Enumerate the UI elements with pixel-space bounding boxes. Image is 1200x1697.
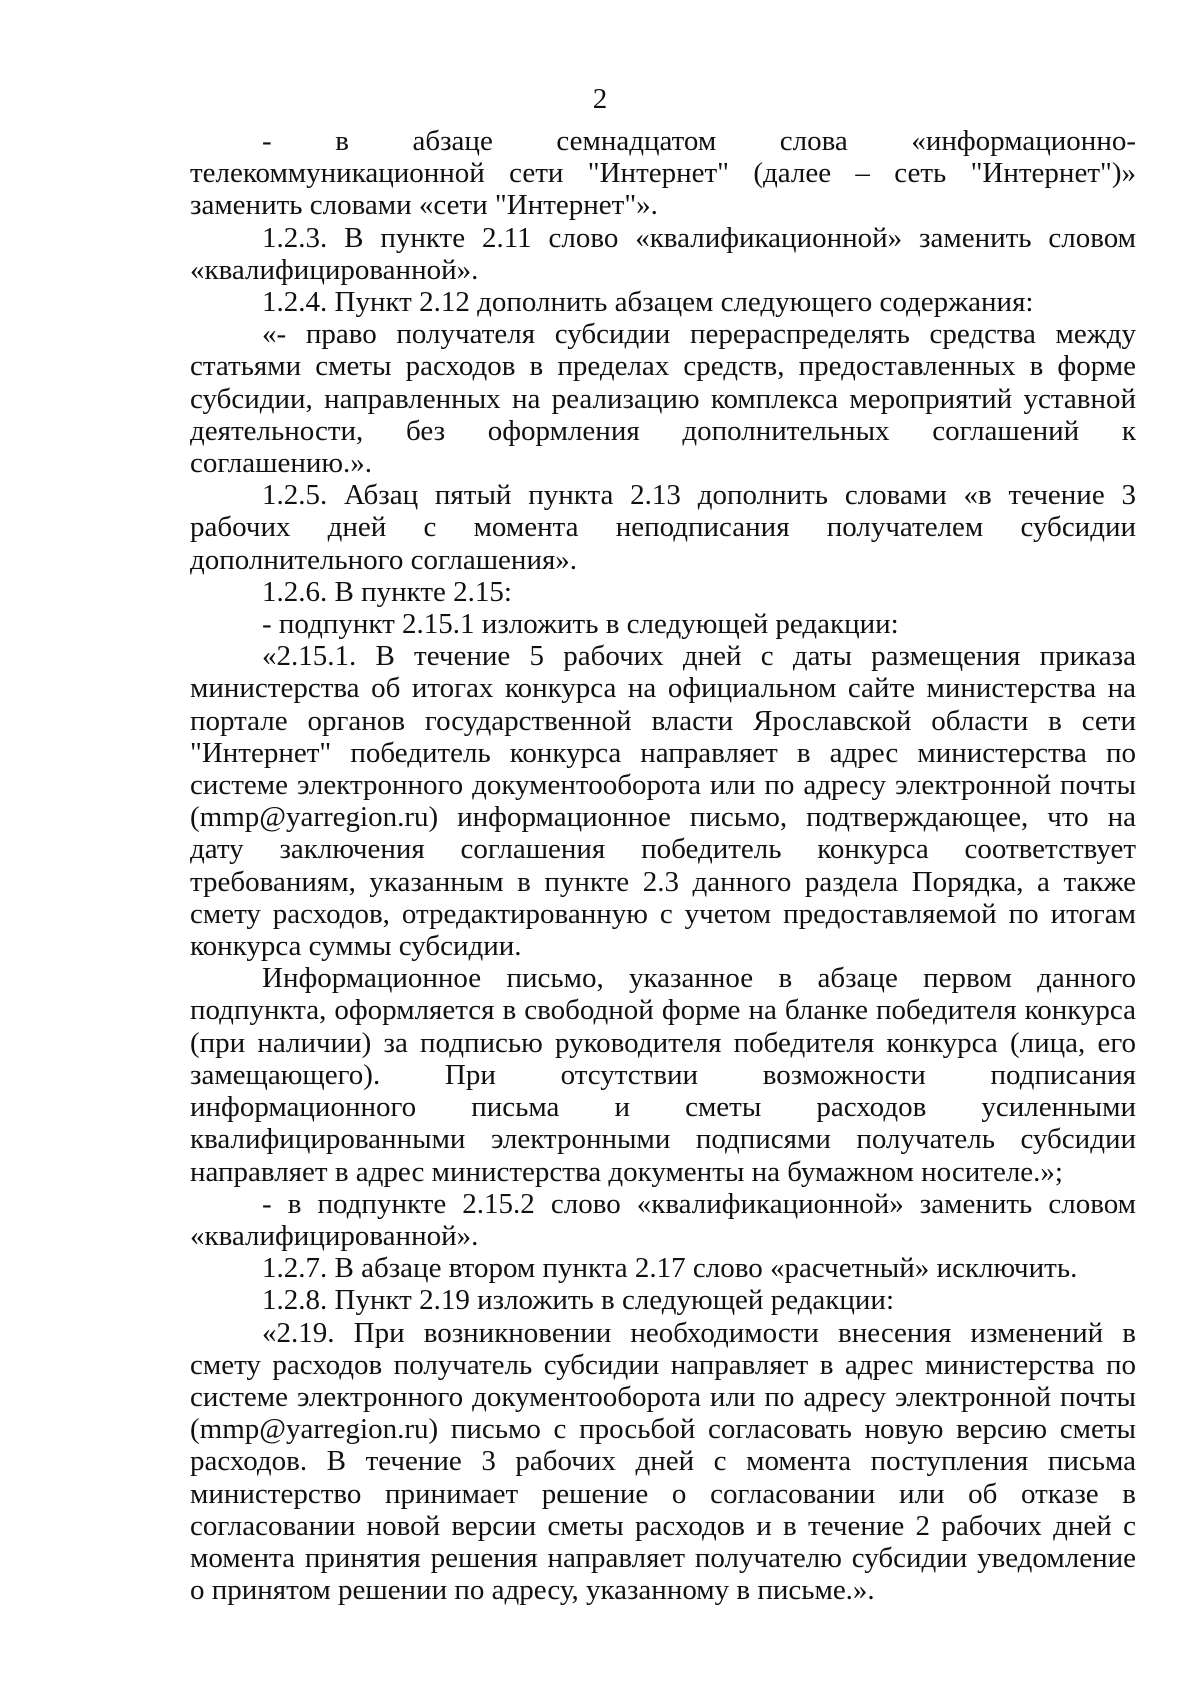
paragraph-2-15-1-letter: Информационное письмо, указанное в абзаце первом данного подпункта, оформляется в свободной форме на бланке победителя конкурса (при наличии) за подписью руководителя победителя конкурса (лица, его замещающего). При отсутствии возможности подписания информационного письма и сметы расходов усиленными квалифицированными электронными подписями получатель субсидии направляет в адрес министерства документы на бумажном носителе.»; [190, 962, 1136, 1188]
paragraph-1-2-3: 1.2.3. В пункте 2.11 слово «квалификационной» заменить словом «квалифицированной». [190, 221, 1136, 286]
document-body [190, 125, 1136, 1606]
paragraph-1-2-6: 1.2.6. В пункте 2.15: [262, 575, 512, 608]
paragraph-1-2-7: 1.2.7. В абзаце втором пункта 2.17 слово «расчетный» исключить. [262, 1252, 1078, 1285]
paragraph-1-2-4-quote: «- право получателя субсидии перераспределять средства между статьями сметы расходов в пределах средств, предоставленных в форме субсидии, направленных на реализацию комплекса мероприятий уставной деятельности, без оформления дополнительных соглашений к соглашению.». [190, 318, 1136, 480]
paragraph-1-2-6-sub1: - подпункт 2.15.1 изложить в следующей редакции: [262, 608, 899, 641]
paragraph-1-2-5: 1.2.5. Абзац пятый пункта 2.13 дополнить словами «в течение 3 рабочих дней с момента неподписания получателем субсидии дополнительного соглашения». [190, 479, 1136, 576]
page-number: 2 [592, 83, 608, 115]
paragraph-1-2-6-sub2: - в подпункте 2.15.2 слово «квалификационной» заменить словом «квалифицированной». [190, 1187, 1136, 1252]
paragraph-2-19-quote: «2.19. При возникновении необходимости внесения изменений в смету расходов получатель субсидии направляет в адрес министерства по системе электронного документооборота или по адресу электронной почты (mmp@yarregion.ru) письмо с просьбой согласовать новую версию сметы расходов. В течение 3 рабочих дней с момента поступления письма министерство принимает решение о согласовании или об отказе в согласовании новой версии сметы расходов и в течение 2 рабочих дней с момента принятия решения направляет получателю субсидии уведомление о принятом решении по адресу, указанному в письме.». [190, 1316, 1136, 1607]
paragraph-2-15-1-quote: «2.15.1. В течение 5 рабочих дней с даты размещения приказа министерства об итогах конкурса на официальном сайте министерства на портале органов государственной власти Ярославской области в сети "Интернет" победитель конкурса направляет в адрес министерства по системе электронного документооборота или по адресу электронной почты (mmp@yarregion.ru) информационное письмо, подтверждающее, что на дату заключения соглашения победитель конкурса соответствует требованиям, указанным в пункте 2.3 данного раздела Порядка, а также смету расходов, отредактированную с учетом предоставляемой по итогам конкурса суммы субсидии. [190, 640, 1136, 963]
paragraph-1-2-2-abz17: - в абзаце семнадцатом слова «информационно-телекоммуникационной сети "Интернет" (далее – сеть "Интернет")» заменить словами «сети "Интернет"». [190, 125, 1136, 222]
paragraph-1-2-4: 1.2.4. Пункт 2.12 дополнить абзацем следующего содержания: [262, 286, 1034, 319]
paragraph-1-2-8: 1.2.8. Пункт 2.19 изложить в следующей редакции: [262, 1284, 895, 1317]
